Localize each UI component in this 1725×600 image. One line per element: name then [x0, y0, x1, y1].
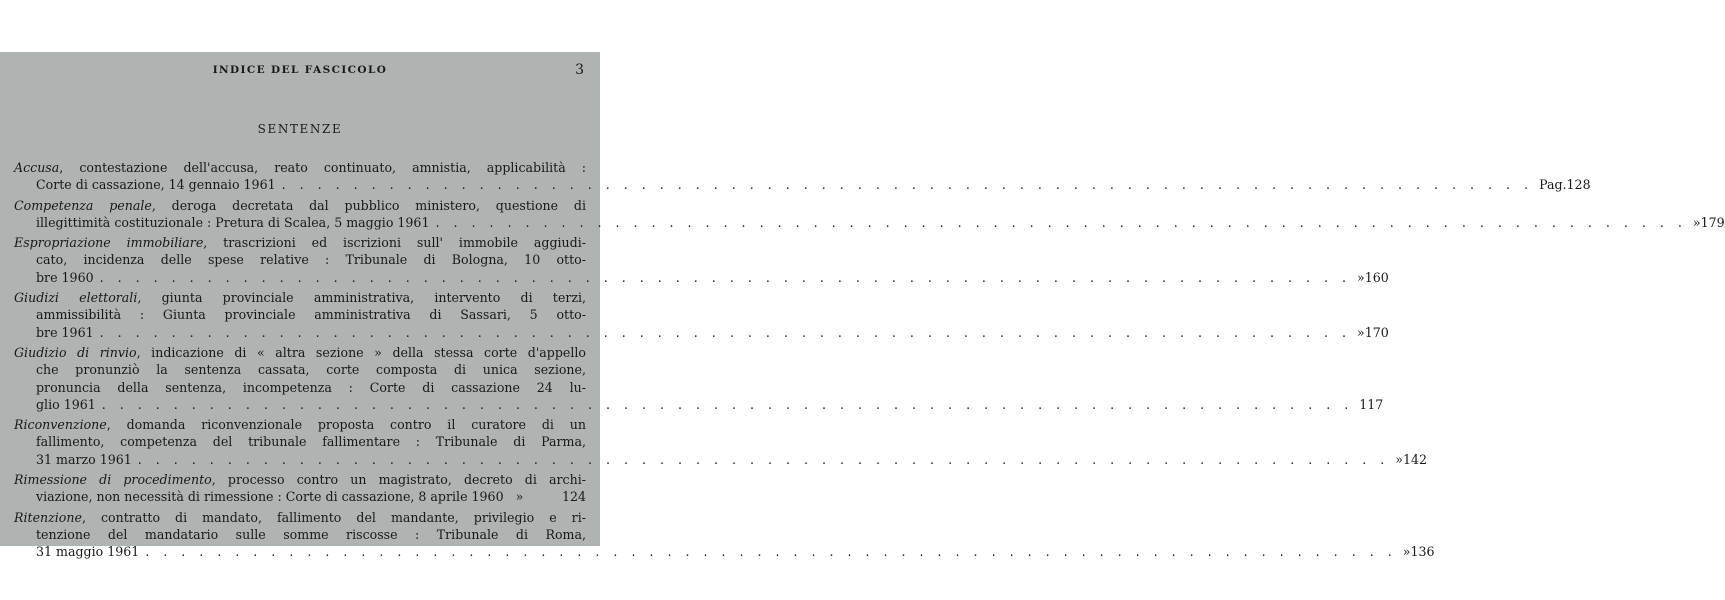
- entry-text: , indicazione di « altra sezione » della stessa corte d'appello: [136, 344, 587, 360]
- entry-line: [14, 488, 586, 505]
- pag-label: »: [1395, 451, 1403, 467]
- entry-page-number: 136: [1410, 544, 1435, 560]
- entry-text: , giunta provinciale amministrativa, intervento di terzi,: [137, 290, 586, 306]
- entry-page-number: 170: [1364, 324, 1389, 340]
- pag-label: »: [1357, 269, 1365, 285]
- header-title: INDICE DEL FASCICOLO: [212, 64, 388, 76]
- entry-keyword: Rimessione di procedimento: [14, 472, 212, 488]
- index-entry: [14, 234, 1389, 286]
- document-page: [0, 52, 1725, 560]
- entry-text: tenzione del mandatario sulle somme riscosse : Tribunale di Roma,: [36, 526, 586, 542]
- pag-label: »: [515, 489, 524, 505]
- entry-keyword: Riconvenzione: [14, 417, 107, 433]
- entry-text: illegittimità costituzionale : Pretura di Scalea, 5 maggio 1961: [36, 214, 430, 230]
- index-entry: [14, 159, 1591, 194]
- entry-text: pronuncia della sentenza, incompetenza : Corte di cassazione 24 lu-: [36, 379, 586, 395]
- entry-keyword: Giudizio di rinvio: [14, 344, 137, 360]
- entry-text: bre 1961: [36, 324, 94, 340]
- entry-text: , contestazione dell'accusa, reato continuato, amnistia, applicabilità :: [59, 160, 586, 175]
- entry-line: [14, 451, 1427, 468]
- entry-text: , contratto di mandato, fallimento del mandante, privilegio e ri-: [81, 509, 586, 525]
- entry-text: che pronunziò la sentenza cassata, corte composta di unica sezione,: [36, 362, 586, 378]
- entry-line: [14, 234, 586, 251]
- entry-line: [14, 379, 586, 396]
- index-entry: [14, 509, 1435, 561]
- entry-keyword: Giudizi elettorali: [14, 290, 138, 306]
- entry-line: [14, 471, 586, 488]
- entry-line: [14, 289, 586, 306]
- dot-leader: [145, 543, 1396, 560]
- dot-leader: [282, 176, 1533, 193]
- section-title: SENTENZE: [257, 122, 343, 136]
- entry-text: cato, incidenza delle spese relative : Tribunale di Bologna, 10 otto-: [36, 252, 586, 268]
- entry-text: glio 1961: [36, 396, 96, 412]
- entry-line: [14, 269, 1389, 286]
- entry-page-number: 160: [1364, 269, 1389, 285]
- entry-line: [14, 159, 586, 176]
- entry-line: [14, 197, 586, 214]
- entry-text: fallimento, competenza del tribunale fallimentare : Tribunale di Parma,: [36, 434, 586, 450]
- entry-line: [14, 176, 1591, 193]
- page-header: [0, 64, 600, 80]
- index-entry: [14, 289, 1389, 341]
- entry-text: ammissibilità : Giunta provinciale amministrativa di Sassari, 5 otto-: [36, 307, 586, 323]
- entry-line: [14, 214, 1725, 231]
- pag-label: Pag.: [1539, 177, 1567, 193]
- dot-leader: [138, 451, 1389, 468]
- entry-text: bre 1960: [36, 269, 94, 285]
- entry-keyword: Espropriazione immobiliare: [14, 235, 204, 251]
- dot-leader: [102, 396, 1353, 413]
- pag-label: »: [1402, 544, 1411, 560]
- entry-page-number: 142: [1402, 451, 1427, 467]
- entry-line: [14, 306, 586, 323]
- entry-text: 31 maggio 1961: [36, 544, 140, 560]
- dot-leader: [435, 214, 1686, 231]
- entry-line: [14, 526, 586, 543]
- dot-leader: [100, 269, 1351, 286]
- entry-text: , deroga decretata dal pubblico ministero, questione di: [151, 197, 586, 213]
- entry-page-number: 124: [561, 489, 586, 505]
- entry-line: [14, 361, 586, 378]
- index-entry: [14, 197, 1725, 232]
- entry-text: , processo contro un magistrato, decreto di archi-: [211, 472, 586, 488]
- index-entry: [14, 344, 1384, 413]
- page-number: 3: [575, 62, 584, 78]
- pag-label: »: [1692, 214, 1701, 230]
- entry-text: Corte di cassazione, 14 gennaio 1961: [36, 177, 276, 193]
- entry-line: [14, 251, 586, 268]
- entry-keyword: Accusa: [14, 160, 60, 175]
- entry-line: [14, 543, 1435, 560]
- entry-line: [14, 416, 586, 433]
- entry-line: [14, 324, 1389, 341]
- entry-keyword: Competenza penale: [14, 197, 152, 213]
- entry-keyword: Ritenzione: [14, 509, 82, 525]
- entry-text: , domanda riconvenzionale proposta contro il curatore di un: [106, 417, 586, 433]
- entry-text: viazione, non necessità di rimessione : Corte di cassazione, 8 aprile 1960: [36, 489, 504, 505]
- entry-line: [14, 509, 586, 526]
- pag-label: »: [1357, 324, 1365, 340]
- index-entries: [14, 159, 1725, 564]
- entry-line: [14, 396, 1384, 413]
- index-entry: [14, 416, 1427, 468]
- dot-leader: [100, 324, 1351, 341]
- entry-text: 31 marzo 1961: [36, 451, 132, 467]
- entry-text: , trascrizioni ed iscrizioni sull' immobile aggiudi-: [203, 235, 586, 251]
- index-entry: [14, 471, 586, 506]
- entry-page-number: 128: [1566, 177, 1591, 193]
- entry-page-number: 179: [1700, 214, 1725, 230]
- entry-line: [14, 344, 586, 361]
- entry-page-number: 117: [1359, 396, 1384, 412]
- entry-line: [14, 433, 586, 450]
